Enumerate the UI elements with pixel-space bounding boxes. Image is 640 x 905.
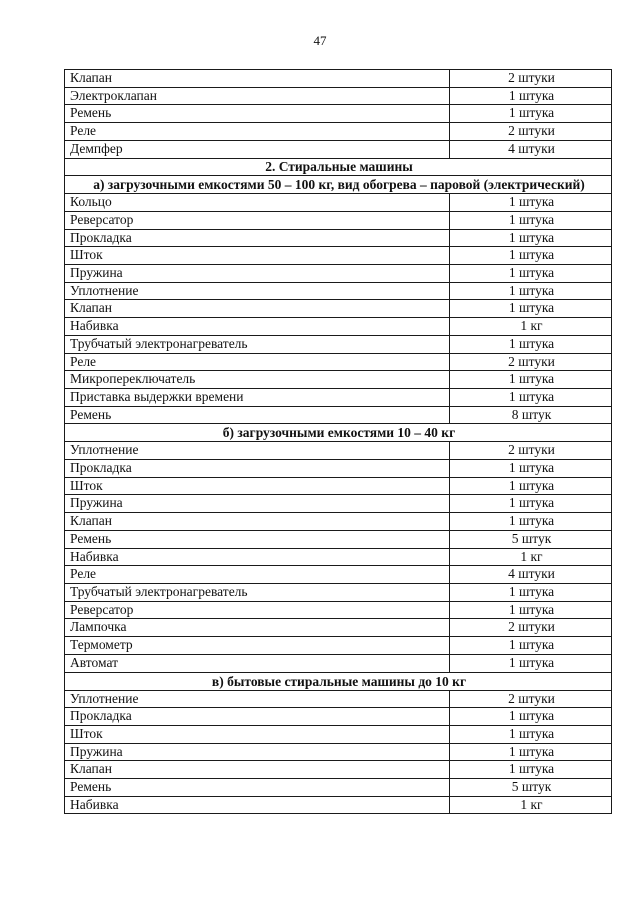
table-row [65, 725, 612, 743]
spare-parts-table-body [65, 70, 612, 814]
table-row [65, 583, 612, 601]
table-row [65, 388, 612, 406]
part-quantity-cell: 2 штуки [450, 690, 612, 708]
part-quantity-cell: 1 штука [450, 513, 612, 531]
subsection-heading: а) загрузочными емкостями 50 – 100 кг, вид обогрева – паровой (электрический) [65, 176, 612, 194]
table-row [65, 371, 612, 389]
part-name-cell: Клапан [65, 70, 450, 88]
part-name-cell: Ремень [65, 105, 450, 123]
part-quantity-cell: 2 штуки [450, 123, 612, 141]
part-quantity-cell: 1 штука [450, 601, 612, 619]
part-quantity-cell: 1 штука [450, 282, 612, 300]
part-quantity-cell: 2 штуки [450, 442, 612, 460]
part-name-cell: Уплотнение [65, 690, 450, 708]
part-quantity-cell: 1 штука [450, 388, 612, 406]
part-name-cell: Трубчатый электронагреватель [65, 583, 450, 601]
part-name-cell: Прокладка [65, 460, 450, 478]
part-quantity-cell: 5 штук [450, 530, 612, 548]
part-name-cell: Приставка выдержки времени [65, 388, 450, 406]
table-row [65, 70, 612, 88]
part-quantity-cell: 1 штука [450, 637, 612, 655]
table-row [65, 566, 612, 584]
table-row [65, 300, 612, 318]
part-quantity-cell: 1 кг [450, 796, 612, 814]
part-name-cell: Клапан [65, 300, 450, 318]
table-row [65, 318, 612, 336]
part-name-cell: Реверсатор [65, 211, 450, 229]
table-row [65, 335, 612, 353]
part-name-cell: Электроклапан [65, 87, 450, 105]
table-row [65, 477, 612, 495]
table-row [65, 601, 612, 619]
table-row [65, 530, 612, 548]
table-row [65, 105, 612, 123]
part-quantity-cell: 1 штука [450, 87, 612, 105]
part-quantity-cell: 1 штука [450, 495, 612, 513]
part-name-cell: Набивка [65, 796, 450, 814]
part-name-cell: Микропереключатель [65, 371, 450, 389]
table-row [65, 548, 612, 566]
table-row [65, 353, 612, 371]
table-row [65, 282, 612, 300]
part-name-cell: Ремень [65, 779, 450, 797]
subsection-heading-row [65, 672, 612, 690]
part-name-cell: Прокладка [65, 229, 450, 247]
part-quantity-cell: 1 штука [450, 229, 612, 247]
part-name-cell: Трубчатый электронагреватель [65, 335, 450, 353]
part-name-cell: Набивка [65, 318, 450, 336]
part-quantity-cell: 4 штуки [450, 566, 612, 584]
subsection-heading: б) загрузочными емкостями 10 – 40 кг [65, 424, 612, 442]
part-name-cell: Шток [65, 477, 450, 495]
table-row [65, 743, 612, 761]
table-row [65, 265, 612, 283]
table-row [65, 194, 612, 212]
table-row [65, 229, 612, 247]
part-quantity-cell: 1 штука [450, 725, 612, 743]
part-quantity-cell: 2 штуки [450, 353, 612, 371]
part-name-cell: Реверсатор [65, 601, 450, 619]
table-row [65, 211, 612, 229]
part-name-cell: Кольцо [65, 194, 450, 212]
table-row [65, 460, 612, 478]
subsection-heading: в) бытовые стиральные машины до 10 кг [65, 672, 612, 690]
part-quantity-cell: 1 штука [450, 743, 612, 761]
part-name-cell: Клапан [65, 761, 450, 779]
section-heading-row [65, 158, 612, 176]
part-name-cell: Пружина [65, 265, 450, 283]
part-quantity-cell: 1 штука [450, 477, 612, 495]
subsection-heading-row [65, 424, 612, 442]
part-quantity-cell: 1 штука [450, 654, 612, 672]
part-quantity-cell: 1 штука [450, 105, 612, 123]
table-row [65, 761, 612, 779]
part-name-cell: Ремень [65, 530, 450, 548]
page-number: 47 [313, 33, 327, 48]
part-quantity-cell: 1 штука [450, 265, 612, 283]
table-row [65, 654, 612, 672]
table-row [65, 442, 612, 460]
table-row [65, 690, 612, 708]
part-name-cell: Ремень [65, 406, 450, 424]
subsection-heading-row [65, 176, 612, 194]
table-row [65, 87, 612, 105]
part-name-cell: Пружина [65, 743, 450, 761]
part-name-cell: Демпфер [65, 140, 450, 158]
table-row [65, 513, 612, 531]
part-quantity-cell: 1 штука [450, 335, 612, 353]
part-quantity-cell: 1 штука [450, 708, 612, 726]
part-quantity-cell: 8 штук [450, 406, 612, 424]
table-row [65, 619, 612, 637]
table-row [65, 708, 612, 726]
part-name-cell: Термометр [65, 637, 450, 655]
part-quantity-cell: 1 штука [450, 761, 612, 779]
part-name-cell: Автомат [65, 654, 450, 672]
part-name-cell: Уплотнение [65, 442, 450, 460]
part-name-cell: Реле [65, 123, 450, 141]
part-quantity-cell: 1 штука [450, 194, 612, 212]
table-row [65, 140, 612, 158]
part-name-cell: Прокладка [65, 708, 450, 726]
part-name-cell: Реле [65, 566, 450, 584]
part-quantity-cell: 1 штука [450, 247, 612, 265]
table-row [65, 123, 612, 141]
spare-parts-table [64, 69, 612, 814]
table-row [65, 247, 612, 265]
part-quantity-cell: 1 штука [450, 583, 612, 601]
part-quantity-cell: 1 кг [450, 318, 612, 336]
part-quantity-cell: 1 штука [450, 300, 612, 318]
part-quantity-cell: 2 штуки [450, 70, 612, 88]
table-row [65, 637, 612, 655]
part-quantity-cell: 5 штук [450, 779, 612, 797]
part-name-cell: Набивка [65, 548, 450, 566]
part-name-cell: Пружина [65, 495, 450, 513]
part-quantity-cell: 1 штука [450, 460, 612, 478]
part-name-cell: Лампочка [65, 619, 450, 637]
part-name-cell: Шток [65, 247, 450, 265]
table-row [65, 796, 612, 814]
part-quantity-cell: 1 штука [450, 371, 612, 389]
part-quantity-cell: 2 штуки [450, 619, 612, 637]
part-quantity-cell: 1 штука [450, 211, 612, 229]
table-row [65, 779, 612, 797]
table-row [65, 495, 612, 513]
part-name-cell: Клапан [65, 513, 450, 531]
part-quantity-cell: 1 кг [450, 548, 612, 566]
part-name-cell: Уплотнение [65, 282, 450, 300]
part-name-cell: Реле [65, 353, 450, 371]
section-heading: 2. Стиральные машины [65, 158, 612, 176]
table-row [65, 406, 612, 424]
part-name-cell: Шток [65, 725, 450, 743]
part-quantity-cell: 4 штуки [450, 140, 612, 158]
